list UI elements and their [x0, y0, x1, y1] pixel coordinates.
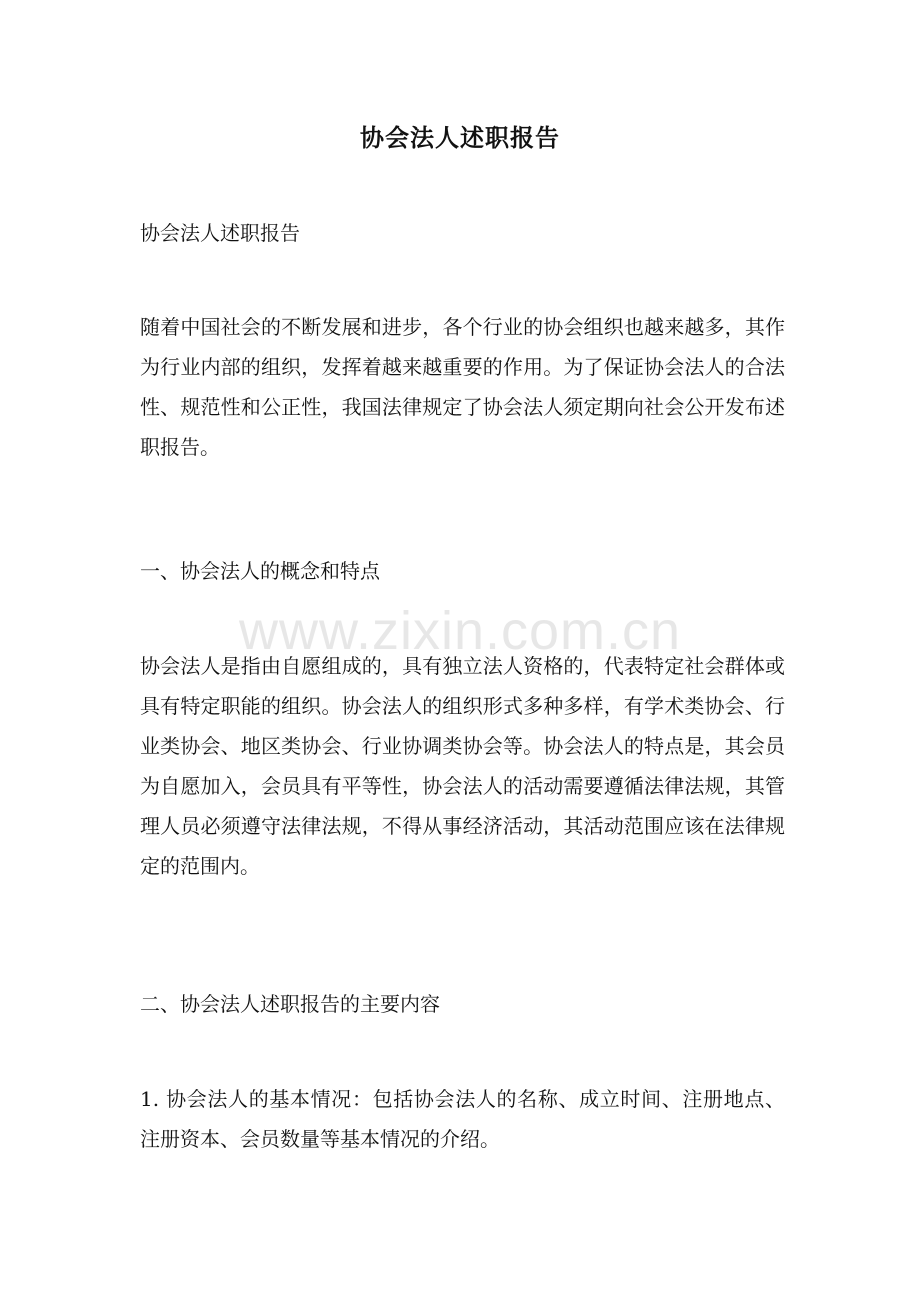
list-item-1: 1. 协会法人的基本情况：包括协会法人的名称、成立时间、注册地点、注册资本、会员数量等基本情况的介绍。 — [140, 1087, 785, 1151]
section1-heading: 一、协会法人的概念和特点 — [140, 559, 380, 583]
document-subtitle: 协会法人述职报告 — [140, 221, 300, 245]
section1-paragraph: 协会法人是指由自愿组成的，具有独立法人资格的，代表特定社会群体或具有特定职能的组织。协会法人的组织形式多种多样，有学术类协会、行业类协会、地区类协会、行业协调类协会等。协会法人的特点是，其会员为自愿加入，会员具有平等性，协会法人的活动需要遵循法律法规，其管理人员必须遵守法律法规，不得从事经济活动，其活动范围应该在法律规定的范围内。 — [140, 654, 785, 878]
intro-paragraph: 随着中国社会的不断发展和进步，各个行业的协会组织也越来越多，其作为行业内部的组织，发挥着越来越重要的作用。为了保证协会法人的合法性、规范性和公正性，我国法律规定了协会法人须定期向社会公开发布述职报告。 — [140, 315, 785, 459]
document-title: 协会法人述职报告 — [360, 123, 560, 152]
watermark: www.zixin.com.cn — [238, 601, 682, 661]
section2-heading: 二、协会法人述职报告的主要内容 — [140, 992, 440, 1016]
